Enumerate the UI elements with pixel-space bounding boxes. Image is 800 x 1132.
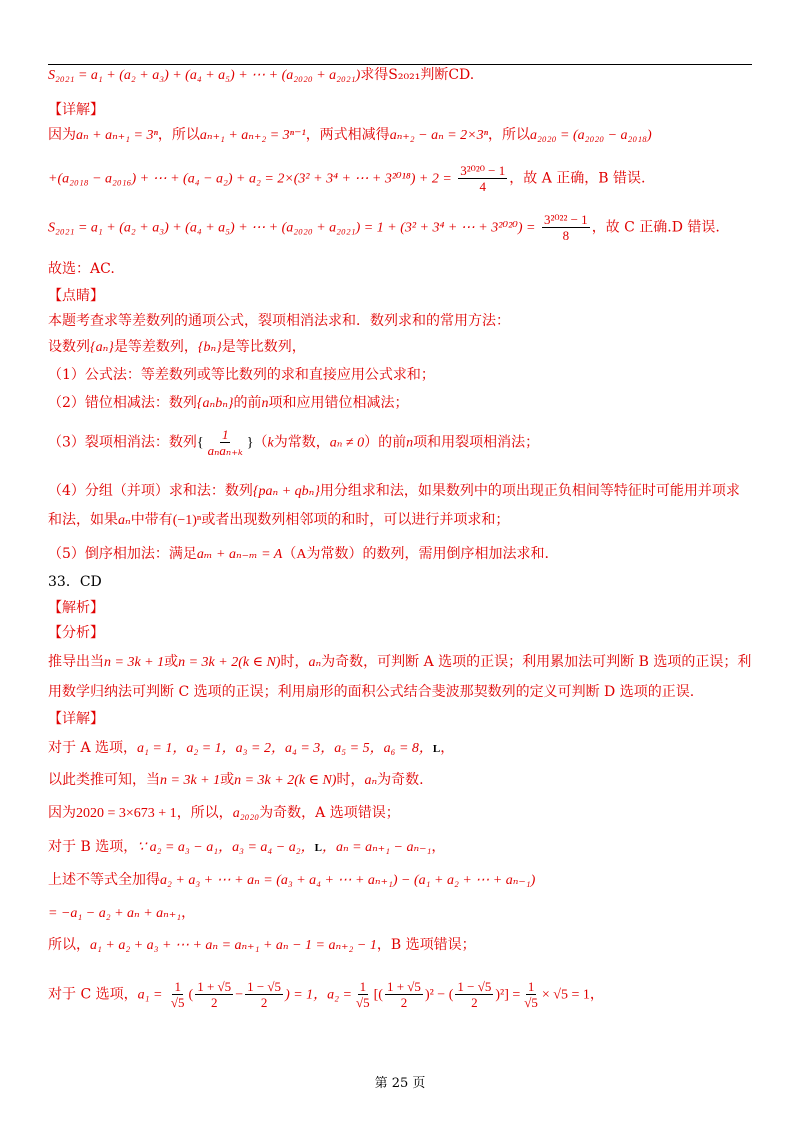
denominator: √5 [356, 995, 370, 1010]
math-expression: {paₙ + qbₙ} [252, 484, 320, 499]
fraction [542, 213, 590, 242]
math-expression: a₂₀₂₀ [232, 806, 260, 821]
text: （3）裂项相消法：数列 [48, 434, 197, 451]
numerator: 1 + √5 [386, 979, 421, 994]
math-expression: 2020 = 3×673 + 1 [76, 806, 177, 821]
math-expression: a₁ = [137, 987, 163, 1003]
section-heading-detail: 【详解】 [48, 102, 104, 118]
text: 因为 [48, 127, 76, 143]
section-heading-breakdown: 【分析】 [48, 625, 104, 641]
line-1 [48, 68, 760, 83]
question-number: 33．CD [48, 574, 102, 590]
text: 是等比数列， [221, 339, 306, 355]
math-expression: [( [373, 987, 383, 1003]
text: 是等差数列， [113, 339, 198, 355]
math-expression: aₙ [118, 513, 131, 528]
numerator: 3²⁰²² − 1 [543, 212, 588, 227]
math-expression: (−1)ⁿ [172, 513, 202, 528]
text: （ [253, 434, 268, 451]
text: ，所以 [157, 127, 200, 143]
denominator: 2 [260, 995, 268, 1010]
text: 上述不等式全加得 [48, 872, 160, 888]
math-expression: a₁ + a₂ + a₃ + ⋯ + aₙ = aₙ₊₁ + aₙ − 1 = aₙ₊₂ − 1 [90, 938, 377, 953]
math-variable: n [261, 396, 269, 411]
math-variable: k [267, 435, 274, 451]
math-expression: {bₙ} [197, 340, 222, 355]
numerator: 1 [221, 427, 229, 442]
math-expression: a₂ + a₃ + ⋯ + aₙ = (a₃ + a₄ + ⋯ + aₙ₊₁) − (a₁ + a₂ + ⋯ + aₙ₋₁) [160, 873, 536, 888]
line-19 [48, 655, 760, 670]
text: 的前 [233, 395, 262, 411]
math-expression: +(a₂₀₁₈ − a₂₀₁₆) + ⋯ + (a₄ − a₂) + a₂ = 2×(3² + 3⁴ + ⋯ + 3²⁰¹⁸) + 2 = [48, 171, 452, 187]
text: 时， [336, 772, 365, 788]
math-expression: n = 3k + 1 [104, 655, 165, 670]
math-expression: ( [188, 987, 194, 1003]
line-20: 用数学归纳法可判断 C 选项的正误；利用扇形的面积公式结合斐波那契数列的定义可判断 D 选项的正误. [48, 684, 695, 700]
text: 为奇数，A 选项错误； [259, 805, 400, 821]
math-expression: × √5 = 1 [541, 987, 590, 1003]
text: 和法，如果 [48, 512, 118, 528]
line-23 [48, 773, 760, 788]
text: ， [431, 839, 446, 855]
line-27 [48, 906, 760, 921]
math-expression: aₙ [364, 773, 378, 788]
math-expression: ∵ a₂ = a₃ − a₁，a₃ = a₄ − a₂， [137, 840, 315, 855]
denominator: aₙaₙ₊ₖ [207, 443, 243, 458]
text: ，故 A 正确，B 错误. [509, 170, 646, 187]
text: 为奇数，可判断 A 选项的正误；利用累加法可判断 B 选项的正误；利 [321, 654, 752, 670]
text: 对于 B 选项， [48, 839, 138, 855]
text: 因为 [48, 805, 76, 821]
denominator: √5 [524, 995, 538, 1010]
text: 项和用裂项相消法； [413, 434, 540, 451]
ellipsis-glyph: L [432, 743, 441, 755]
line-28 [48, 938, 760, 953]
line-12: （3）裂项相消法：数列{ $\frac{1}{\text{aₙaₙ₊ₖ}}$ }（k为常数，aₙ ≠ 0）的前n项和用裂项相消法； [48, 427, 540, 458]
line-26 [48, 873, 760, 888]
math-expression: S₂₀₂₁ = a₁ + (a₂ + a₃) + (a₄ + a₅) + ⋯ + (a₂₀₂₀ + a₂₀₂₁) = 1 + (3² + 3⁴ + ⋯ + 3²⁰²⁰) = [48, 220, 536, 236]
page-number: 第 25 页 [374, 1076, 426, 1091]
text: 对于 C 选项， [48, 986, 138, 1003]
fraction [206, 428, 245, 457]
numerator: 3²⁰²⁰ − 1 [460, 163, 506, 178]
text: （ [282, 546, 297, 562]
text: ）的前 [364, 434, 407, 451]
text: 求得S₂₀₂₁判断CD. [360, 67, 475, 83]
line-24 [48, 806, 760, 821]
math-expression: {aₙbₙ} [196, 396, 234, 411]
line-25 [48, 840, 760, 855]
line-13 [48, 484, 760, 499]
line-22 [48, 741, 760, 756]
math-expression: aₙ₊₂ − aₙ = 2×3ⁿ [389, 128, 489, 143]
fraction [169, 980, 187, 1009]
line-15 [48, 547, 760, 562]
line-11 [48, 396, 760, 411]
text: 用分组求和法，如果数列中的项出现正负相间等特征时可能用并项求 [319, 483, 740, 499]
math-expression: aₙ ≠ 0 [329, 435, 365, 451]
math-expression: )²] = [495, 987, 521, 1003]
line-9 [48, 340, 760, 355]
text: 为奇数. [377, 772, 424, 788]
text: 或 [220, 772, 235, 788]
math-expression: aₙ + aₙ₊₁ = 3ⁿ [76, 128, 158, 143]
text: ，故 C 正确.D 错误. [591, 219, 720, 236]
math-expression: a₁ = 1，a₂ = 1，a₃ = 2，a₄ = 3，a₅ = 5，a₆ = 8， [137, 741, 433, 756]
text: 以此类推可知，当 [48, 772, 160, 788]
section-heading-tips: 【点睛】 [48, 288, 104, 304]
text: （5）倒序相加法：满足 [48, 546, 197, 562]
text: 所以， [48, 937, 90, 953]
line-8: 本题考查求等差数列的通项公式，裂项相消法求和．数列求和的常用方法： [48, 313, 510, 329]
numerator: 1 [527, 979, 535, 994]
numerator: 1 [359, 979, 367, 994]
fraction [385, 980, 423, 1009]
math-variable: n [406, 435, 414, 451]
header-rule [48, 64, 752, 65]
text: ，两式相减得 [305, 127, 390, 143]
section-heading-analysis: 【解析】 [48, 600, 104, 616]
ellipsis-glyph: L [314, 842, 322, 854]
line-3 [48, 128, 760, 143]
math-expression: aₙ [308, 655, 322, 670]
denominator: 2 [210, 995, 218, 1010]
math-expression: ) = 1，a₂ = [285, 987, 352, 1003]
math-variable: A [296, 547, 307, 562]
denominator: 4 [479, 179, 486, 194]
denominator: √5 [170, 995, 185, 1010]
math-expression: ，aₙ = aₙ₊₁ − aₙ₋₁ [321, 840, 432, 855]
line-5 [48, 213, 760, 242]
fraction [195, 980, 233, 1009]
text: ，B 选项错误； [376, 937, 476, 953]
fraction [455, 980, 493, 1009]
line-29 [48, 980, 760, 1009]
text: （4）分组（并项）求和法：数列 [48, 483, 253, 499]
fraction [354, 980, 372, 1009]
numerator: 1 − √5 [247, 979, 282, 994]
math-expression: S₂₀₂₁ = a₁ + (a₂ + a₃) + (a₄ + a₅) + ⋯ + (a₂₀₂₀ + a₂₀₂₁) [48, 68, 361, 83]
text: （2）错位相减法：数列 [48, 395, 197, 411]
denominator: 2 [471, 995, 478, 1010]
text: 或者出现数列相邻项的和时，可以进行并项求和； [201, 512, 510, 528]
text: ，所以 [488, 127, 531, 143]
text: 或 [164, 654, 179, 670]
text: 对于 A 选项， [48, 740, 138, 756]
math-expression: aₙ₊₁ + aₙ₊₂ = 3ⁿ⁻¹ [199, 128, 306, 143]
math-expression: = −a₁ − a₂ + aₙ + aₙ₊₁ [48, 906, 182, 921]
section-heading-detail-2: 【详解】 [48, 711, 104, 727]
numerator: 1 − √5 [457, 979, 492, 994]
text: 项和应用错位相减法； [268, 395, 409, 411]
text: ， [440, 740, 455, 756]
math-expression: aₘ + aₙ₋ₘ = A [196, 547, 283, 562]
math-expression: {aₙ} [90, 340, 114, 355]
text: 时， [280, 654, 309, 670]
math-expression: n = 3k + 1 [160, 773, 221, 788]
fraction [522, 980, 540, 1009]
text: 中带有 [130, 512, 173, 528]
math-expression: n = 3k + 2(k ∈ N) [234, 773, 337, 788]
text: ， [181, 905, 196, 921]
text: 设数列 [48, 339, 90, 355]
math-expression: n = 3k + 2(k ∈ N) [178, 655, 281, 670]
answer-line: 故选：AC. [48, 261, 115, 277]
denominator: 2 [400, 995, 408, 1010]
text: ， [589, 986, 604, 1003]
math-expression: a₂₀₂₀ = (a₂₀₂₀ − a₂₀₁₈) [530, 128, 652, 143]
fraction [458, 164, 507, 193]
fraction [245, 980, 283, 1009]
line-14 [48, 513, 760, 528]
numerator: 1 [174, 979, 181, 994]
text: ，所以， [176, 805, 233, 821]
numerator: 1 + √5 [197, 979, 232, 994]
math-expression: − [235, 987, 244, 1003]
line-4 [48, 164, 760, 193]
text: 推导出当 [48, 654, 104, 670]
denominator: 8 [562, 228, 570, 243]
line-10: （1）公式法：等差数列或等比数列的求和直接应用公式求和； [48, 367, 435, 383]
math-expression: )² − ( [424, 987, 454, 1003]
text: 为常数）的数列，需用倒序相加法求和. [306, 546, 549, 562]
text: 为常数， [273, 434, 330, 451]
